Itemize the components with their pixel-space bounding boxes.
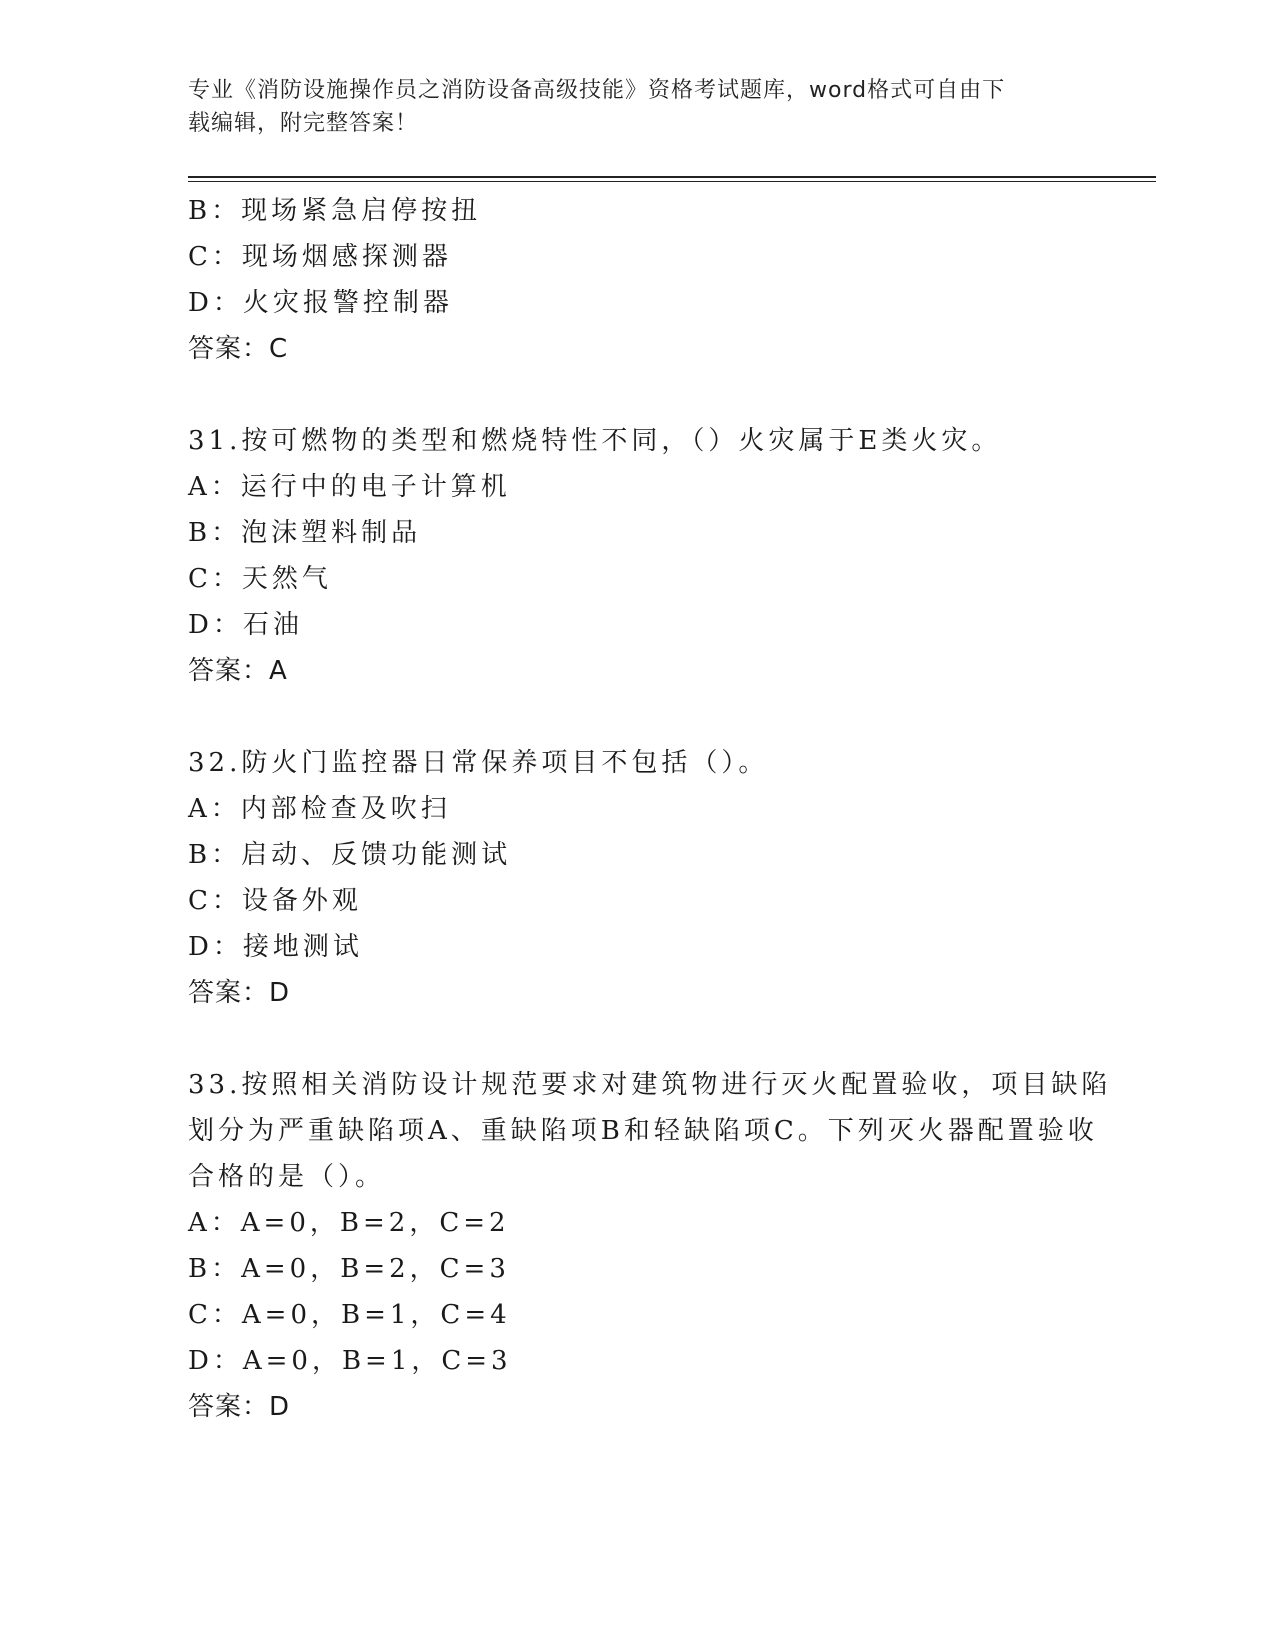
header-line-2: 载编辑，附完整答案！ xyxy=(188,111,419,136)
question-32 xyxy=(188,740,1088,1016)
question-stem: 32.防火门监控器日常保养项目不包括（）。 xyxy=(188,748,769,778)
option-c: C：现场烟感探测器 xyxy=(188,242,452,272)
header-divider-thick xyxy=(188,176,1156,178)
option-b: B：泡沫塑料制品 xyxy=(188,518,422,548)
option-d: D：接地测试 xyxy=(188,932,363,962)
option-a: A：内部检查及吹扫 xyxy=(188,794,451,824)
answer: 答案：A xyxy=(188,656,288,686)
question-30-continued xyxy=(188,188,1088,372)
question-stem-line-1: 33.按照相关消防设计规范要求对建筑物进行灭火配置验收，项目缺陷 xyxy=(188,1070,1112,1100)
option-a: A：A=0，B=2，C=2 xyxy=(188,1208,510,1238)
header-divider-thin xyxy=(188,181,1156,182)
question-31 xyxy=(188,418,1088,694)
option-b: B：A=0，B=2，C=3 xyxy=(188,1254,510,1284)
option-d: D：A=0，B=1，C=3 xyxy=(188,1346,512,1376)
question-list xyxy=(188,188,1112,1430)
option-c: C：A=0，B=1，C=4 xyxy=(188,1300,511,1330)
option-b: B：现场紧急启停按扭 xyxy=(188,196,482,226)
answer: 答案：C xyxy=(188,334,289,364)
question-33 xyxy=(188,1062,1112,1430)
option-b: B：启动、反馈功能测试 xyxy=(188,840,512,870)
answer: 答案：D xyxy=(188,1392,291,1422)
header-line-1: 专业《消防设施操作员之消防设备高级技能》资格考试题库，word格式可自由下 xyxy=(188,78,1006,103)
option-d: D：火灾报警控制器 xyxy=(188,288,453,318)
option-c: C：设备外观 xyxy=(188,886,362,916)
question-stem-line-2: 划分为严重缺陷项A、重缺陷项B和轻缺陷项C。下列灭火器配置验收 xyxy=(188,1116,1098,1146)
question-stem-line-3: 合格的是（）。 xyxy=(188,1162,386,1192)
answer: 答案：D xyxy=(188,978,291,1008)
document-header xyxy=(188,74,1068,140)
option-a: A：运行中的电子计算机 xyxy=(188,472,511,502)
option-c: C：天然气 xyxy=(188,564,332,594)
option-d: D：石油 xyxy=(188,610,303,640)
question-stem: 31.按可燃物的类型和燃烧特性不同，（）火灾属于E类火灾。 xyxy=(188,426,1002,456)
